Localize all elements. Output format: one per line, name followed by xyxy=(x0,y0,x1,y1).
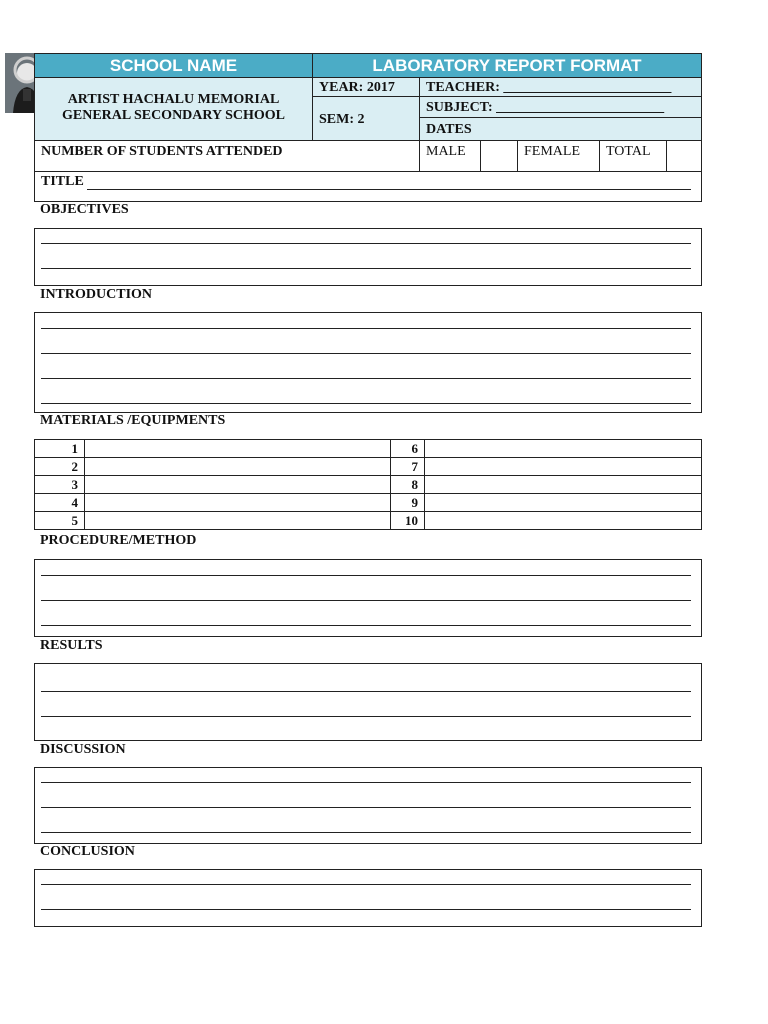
writing-line xyxy=(41,625,691,626)
writing-line xyxy=(41,243,691,244)
material-number: 6 xyxy=(391,440,425,458)
writing-line xyxy=(41,832,691,833)
material-entry[interactable] xyxy=(425,494,702,512)
writing-line xyxy=(41,328,691,329)
writing-line xyxy=(41,716,691,717)
school-name-block xyxy=(34,77,313,141)
male-count-field[interactable] xyxy=(480,140,518,172)
discussion-box[interactable] xyxy=(34,767,702,844)
procedure-heading: PROCEDURE/METHOD xyxy=(40,533,197,548)
table-row xyxy=(35,512,702,530)
results-box[interactable] xyxy=(34,663,702,741)
sem-cell: SEM: 2 xyxy=(312,96,420,141)
writing-line xyxy=(41,268,691,269)
school-name-header: SCHOOL NAME xyxy=(34,53,313,78)
report-format-header: LABORATORY REPORT FORMAT xyxy=(312,53,702,78)
material-entry[interactable] xyxy=(85,512,391,530)
materials-heading: MATERIALS /EQUIPMENTS xyxy=(40,413,226,428)
material-number: 7 xyxy=(391,458,425,476)
writing-line xyxy=(41,600,691,601)
introduction-box[interactable] xyxy=(34,312,702,413)
writing-line xyxy=(41,403,691,404)
material-number: 1 xyxy=(35,440,85,458)
table-row xyxy=(35,440,702,458)
table-row xyxy=(35,476,702,494)
female-label: FEMALE xyxy=(517,140,600,172)
writing-line xyxy=(41,691,691,692)
material-number: 3 xyxy=(35,476,85,494)
material-entry[interactable] xyxy=(85,458,391,476)
subject-field: SUBJECT: ________________________ xyxy=(419,96,702,118)
conclusion-box[interactable] xyxy=(34,869,702,927)
objectives-heading: OBJECTIVES xyxy=(40,202,129,217)
material-entry[interactable] xyxy=(425,512,702,530)
material-entry[interactable] xyxy=(425,476,702,494)
total-label: TOTAL xyxy=(599,140,667,172)
year-cell: YEAR: 2017 xyxy=(312,77,420,97)
dates-field: DATES xyxy=(419,117,702,141)
school-name-line2: GENERAL SECONDARY SCHOOL xyxy=(61,108,286,123)
material-entry[interactable] xyxy=(425,458,702,476)
material-number: 4 xyxy=(35,494,85,512)
school-name-line1: ARTIST HACHALU MEMORIAL xyxy=(67,92,280,107)
title-row[interactable] xyxy=(34,171,702,202)
writing-line xyxy=(41,353,691,354)
procedure-box[interactable] xyxy=(34,559,702,637)
introduction-heading: INTRODUCTION xyxy=(40,287,153,302)
male-label: MALE xyxy=(419,140,481,172)
table-row xyxy=(35,494,702,512)
material-entry[interactable] xyxy=(425,440,702,458)
material-entry[interactable] xyxy=(85,494,391,512)
material-number: 2 xyxy=(35,458,85,476)
students-attended-label: NUMBER OF STUDENTS ATTENDED xyxy=(34,140,420,172)
total-count-field[interactable] xyxy=(666,140,702,172)
writing-line xyxy=(41,807,691,808)
material-number: 5 xyxy=(35,512,85,530)
material-number: 9 xyxy=(391,494,425,512)
objectives-box[interactable] xyxy=(34,228,702,286)
materials-table xyxy=(34,439,702,530)
teacher-field: TEACHER: ________________________ xyxy=(419,77,702,97)
writing-line xyxy=(41,575,691,576)
material-number: 8 xyxy=(391,476,425,494)
title-writing-line xyxy=(87,189,691,190)
writing-line xyxy=(41,782,691,783)
material-entry[interactable] xyxy=(85,440,391,458)
conclusion-heading: CONCLUSION xyxy=(40,844,135,859)
discussion-heading: DISCUSSION xyxy=(40,742,126,757)
title-label: TITLE xyxy=(41,174,84,189)
material-number: 10 xyxy=(391,512,425,530)
writing-line xyxy=(41,909,691,910)
writing-line xyxy=(41,378,691,379)
writing-line xyxy=(41,884,691,885)
table-row xyxy=(35,458,702,476)
material-entry[interactable] xyxy=(85,476,391,494)
results-heading: RESULTS xyxy=(40,638,103,653)
